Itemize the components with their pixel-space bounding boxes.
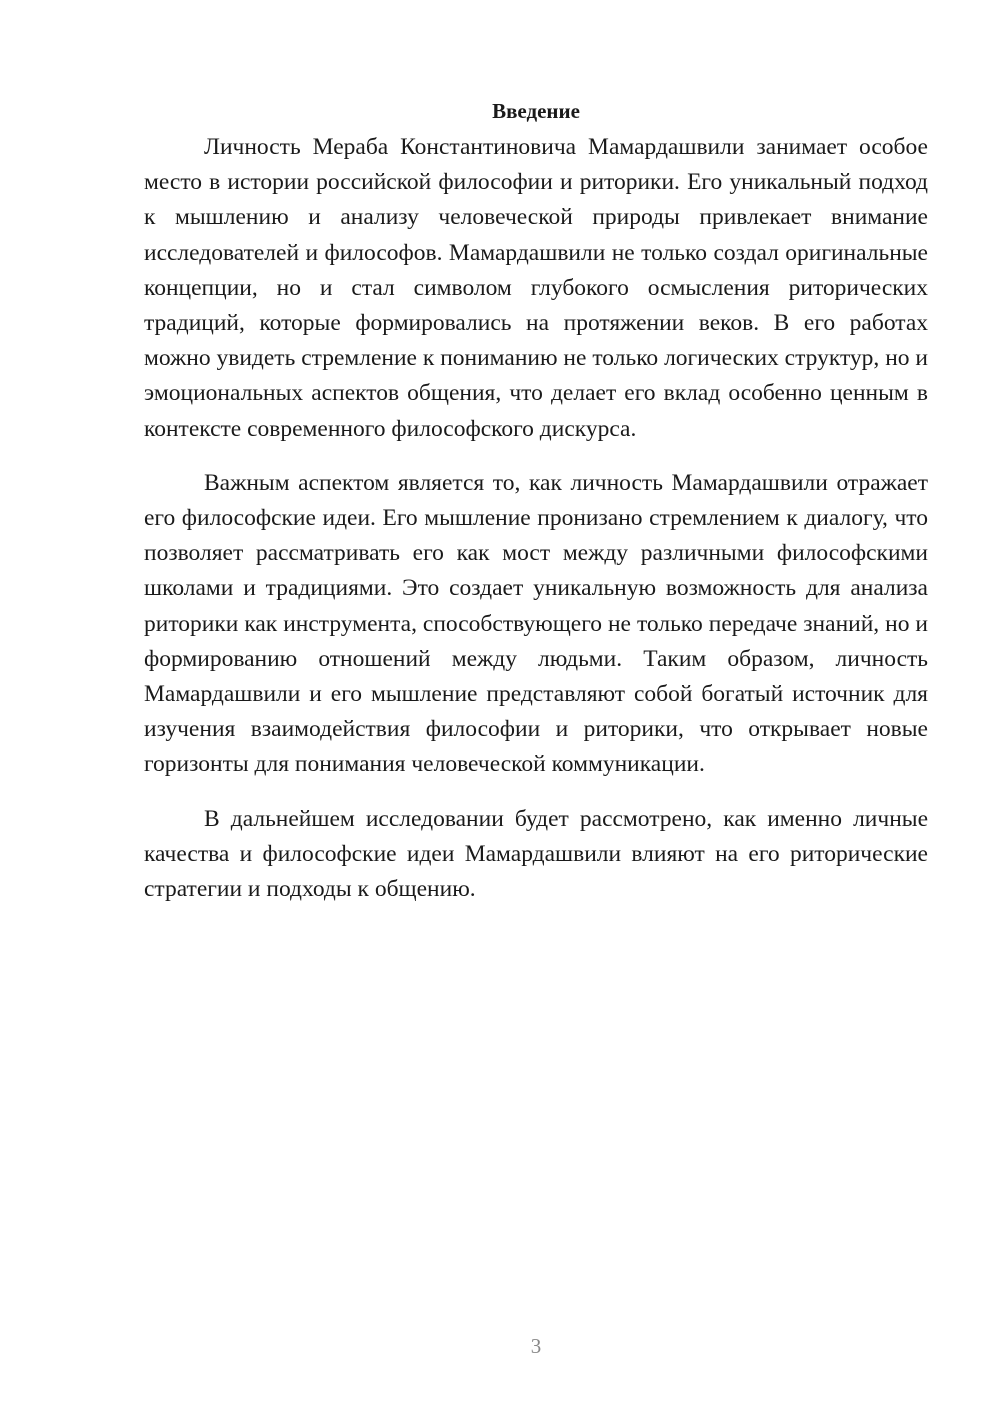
page-content [144, 96, 928, 907]
paragraph-2: Важным аспектом является то, как личность Мамардашвили отражает его философские идеи. Его мышление пронизано стремлением к диалогу, что позволяет рассматривать его как мост между различными философскими школами и традициями. Это создает уникальную возможность для анализа риторики как инструмента, способствующего не только передаче знаний, но и формированию отношений между людьми. Таким образом, личность Мамардашвили и его мышление представляют собой богатый источник для изучения взаимодействия философии и риторики, что открывает новые горизонты для понимания человеческой коммуникации. [144, 469, 928, 778]
page-number: 3 [530, 1334, 542, 1358]
section-heading: Введение [492, 99, 580, 123]
paragraph-1: Личность Мераба Константиновича Мамардашвили занимает особое место в истории российской философии и риторики. Его уникальный подход к мышлению и анализу человеческой природы привлекает внимание исследователей и философов. Мамардашвили не только создал оригинальные концепции, но и стал символом глубокого осмысления риторических традиций, которые формировались на протяжении веков. В его работах можно увидеть стремление к пониманию не только логических структур, но и эмоциональных аспектов общения, что делает его вклад особенно ценным в контексте современного философского дискурса. [144, 134, 928, 442]
paragraph-3: В дальнейшем исследовании будет рассмотрено, как именно личные качества и философские идеи Мамардашвили влияют на его риторические стратегии и подходы к общению. [144, 805, 928, 903]
